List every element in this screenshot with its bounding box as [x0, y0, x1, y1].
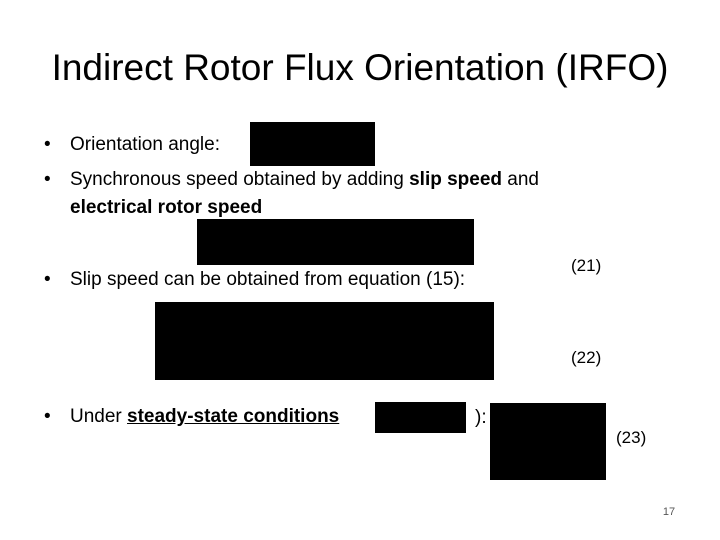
bullet-text-prefix: Synchronous speed obtained by adding [70, 169, 410, 190]
closing-parenthesis: ): [475, 407, 487, 428]
bullet-dot: • [44, 169, 51, 190]
redacted-equation-23 [490, 403, 606, 480]
bullet-synchronous-speed [44, 167, 539, 192]
slide-title: Indirect Rotor Flux Orientation (IRFO) [51, 47, 669, 88]
bullet-text-be: be [199, 269, 222, 290]
bullet-dot: • [44, 269, 51, 290]
bullet-text-under: Under [70, 406, 128, 427]
bullet-text-and: and [502, 169, 539, 190]
equation-number-21: (21) [571, 256, 602, 275]
bullet-text: Orientation angle: [70, 134, 220, 155]
bullet-text-can: can [158, 269, 200, 290]
bullet-text-steady-state-conditions: steady-state conditions [127, 406, 340, 427]
page-number: 17 [662, 506, 676, 518]
bullet-steady-state [44, 404, 339, 429]
bullet-dot: • [44, 134, 51, 155]
redacted-equation-22 [155, 302, 494, 380]
redacted-equation-21 [197, 219, 474, 265]
equation-number-23: (23) [616, 428, 647, 447]
bullet-text-electrical-rotor-speed: electrical rotor speed [70, 197, 263, 218]
bullet-text-slip-speed: slip speed [409, 169, 503, 190]
redacted-equation-orientation-angle [250, 122, 375, 166]
redacted-condition [375, 402, 466, 433]
equation-number-22: (22) [571, 348, 602, 367]
bullet-orientation-angle [44, 132, 220, 157]
bullet-dot: • [44, 406, 51, 427]
bullet-text-slip-speed: Slip speed [70, 269, 159, 290]
bullet-slip-speed [44, 267, 465, 292]
bullet-text-rest: obtained from equation (15): [221, 269, 466, 290]
